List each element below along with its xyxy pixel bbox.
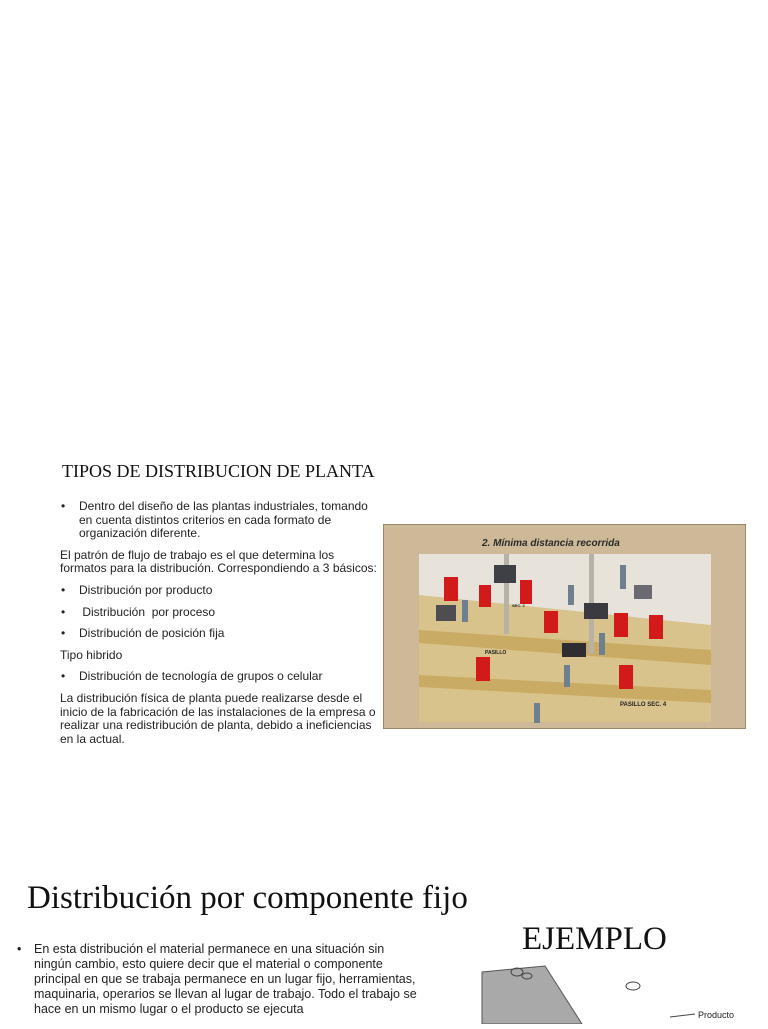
bullet-item (60, 500, 378, 541)
bullet-text: Distribución por proceso (79, 604, 216, 619)
image-caption: 2. Mínima distancia recorrida (482, 538, 620, 549)
sketch-illustration (470, 962, 768, 1024)
bullet-text: Dentro del diseño de las plantas industriales, tomando en cuenta distintos criterios en cada formato de organización diferente. (79, 499, 368, 541)
example-heading: EJEMPLO (522, 921, 667, 957)
bullet-item (60, 670, 378, 684)
bullet-marker: • (61, 582, 66, 597)
plant-layout-image (383, 524, 746, 729)
bullet-marker: • (17, 942, 22, 956)
sketch-label: Producto (698, 1010, 735, 1020)
paragraph-final: La distribución física de planta puede realizarse desde el inicio de la fabricación de las instalaciones de la empresa o realizar una redistribución de planta, debido a ineficiencias en la actual. (60, 690, 376, 746)
slide-title: TIPOS DE DISTRIBUCION DE PLANTA (62, 461, 375, 481)
bullet-item (60, 584, 378, 598)
image-label-pasillo: PASILLO (485, 650, 507, 656)
bullet-text: En esta distribución el material permanece en una situación sin ningún cambio, esto quiere decir que el material o componente principal en que se trabaja permanece en un lugar fijo, herramientas, maquinaria, operarios se llevan al lugar de trabajo. Todo el trabajo se hace en un mismo lugar o el producto se ejecuta (34, 942, 417, 1016)
bullet-text: Distribución de tecnología de grupos o celular (79, 669, 323, 684)
bullet-item (60, 606, 378, 620)
plant-layout-illustration (384, 525, 746, 729)
bullet-text: Distribución por producto (79, 582, 213, 597)
slide-title: Distribución por componente fijo (27, 880, 468, 916)
image-label-pasillo-sec: PASILLO SEC. 4 (620, 702, 667, 708)
bullet-item (60, 627, 378, 641)
bullet-marker: • (61, 604, 66, 619)
paragraph-hibrido: Tipo hibrido (60, 647, 123, 662)
bullet-text: Distribución de posición fija (79, 626, 225, 641)
paragraph-flujo: El patrón de flujo de trabajo es el que determina los formatos para la distribución. Correspondiendo a 3 básicos: (60, 547, 377, 576)
fixed-position-sketch (470, 962, 768, 1024)
image-label-sec: SEC. 2 (512, 603, 525, 608)
bullet-marker: • (61, 626, 66, 641)
bullet-marker: • (61, 669, 66, 684)
slide-body (60, 500, 378, 754)
bullet-marker: • (61, 499, 66, 513)
bullet-item (16, 942, 420, 1017)
slide-body (16, 942, 420, 1025)
